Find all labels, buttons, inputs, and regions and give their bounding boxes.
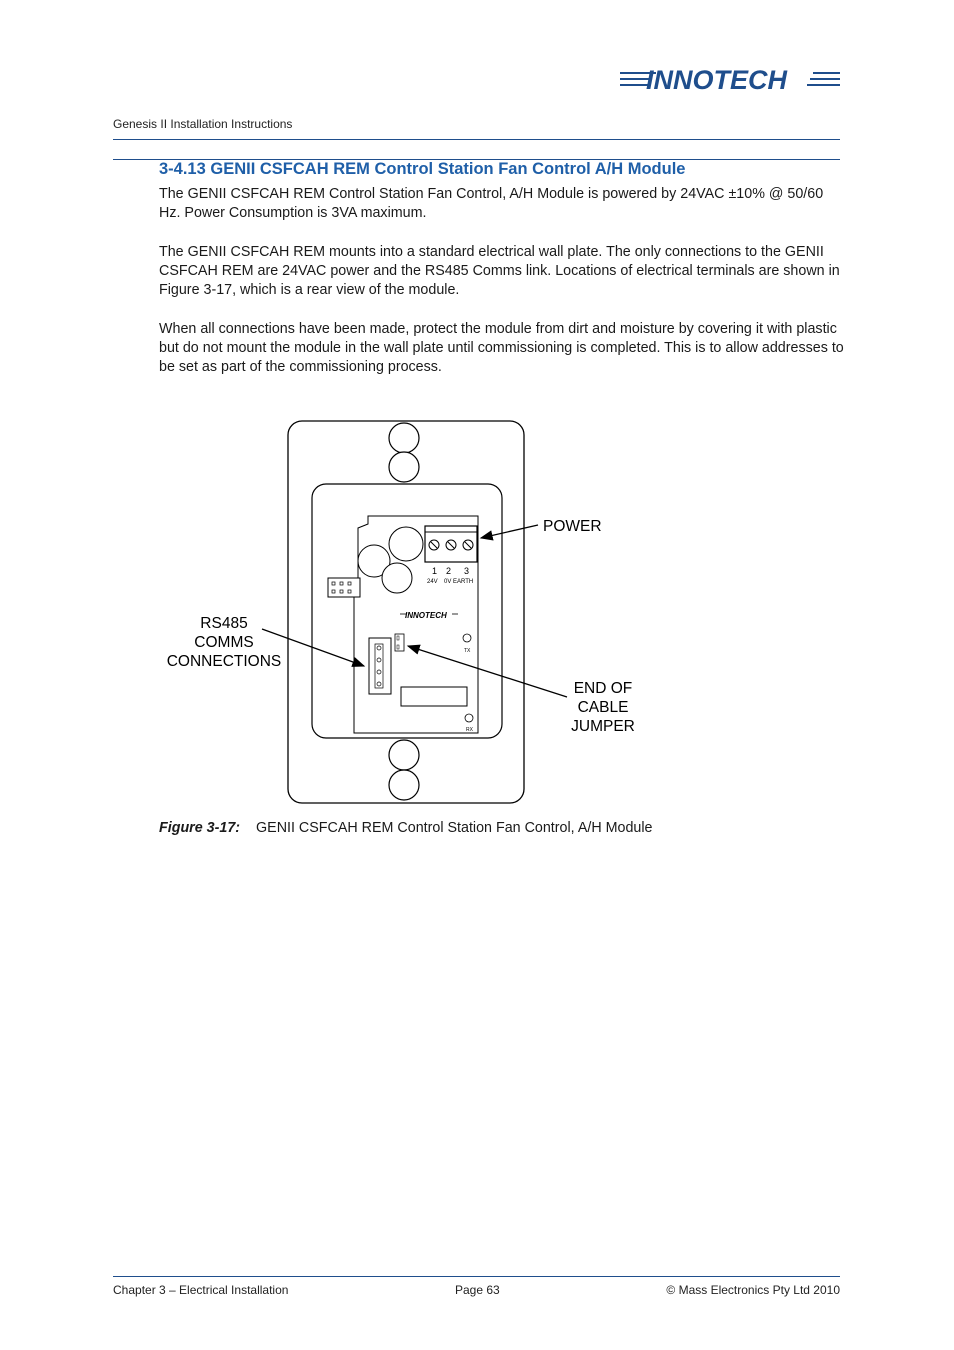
footer-chapter: Chapter 3 – Electrical Installation <box>113 1283 289 1297</box>
caption-label: Figure 3-17: <box>159 820 241 836</box>
footer-rule <box>113 1276 840 1277</box>
paragraph-protection: When all connections have been made, protect the module from dirt and moisture by covering it with plastic but do not mount the module in the wall plate until commissioning is completed. This is to allow addresses to be set as part of the commissioning process. <box>159 321 844 376</box>
rx-led <box>465 714 473 722</box>
section-heading: 3-4.13 GENII CSFCAH REM Control Station Fan Control A/H Module <box>159 160 686 178</box>
caption-text: GENII CSFCAH REM Control Station Fan Control, A/H Module <box>256 820 653 836</box>
module-rear-view-diagram <box>150 410 660 810</box>
terminal-number: 1 <box>432 566 438 576</box>
document-title: Genesis II Installation Instructions <box>113 117 293 131</box>
paragraph-mounting: The GENII CSFCAH REM mounts into a standard electrical wall plate. The only connections to the GENII CSFCAH REM are 24VAC power and the RS485 Comms link. Locations of electrical terminals are shown in Figure 3-17, which is a rear view of the module. <box>159 244 840 299</box>
footer-copyright: © Mass Electronics Pty Ltd 2010 <box>666 1283 840 1297</box>
logo-wordmark: INNOTECH <box>646 65 787 95</box>
footer-page-number: Page 63 <box>455 1283 500 1297</box>
end-of-cable-jumper <box>395 634 404 651</box>
terminal-number: 3 <box>464 566 470 576</box>
terminal-label-24v: 24V <box>427 579 438 585</box>
jumper-label-line2: CABLE <box>577 699 629 716</box>
mounting-hole <box>389 770 419 800</box>
tx-led <box>463 634 471 642</box>
paragraph-power: The GENII CSFCAH REM Control Station Fan Control, A/H Module is powered by 24VAC ±10% @ 50/60 Hz. Power Consumption is 3VA maximum. <box>159 186 824 222</box>
figure-caption <box>159 820 653 836</box>
terminal-label-earth: EARTH <box>453 579 474 585</box>
mounting-hole <box>389 740 419 770</box>
buzzer <box>389 527 423 561</box>
terminal-label-0v: 0V <box>444 579 452 585</box>
header-rule <box>113 139 840 140</box>
programming-header <box>328 578 360 597</box>
address-display <box>401 687 467 706</box>
mounting-hole <box>389 452 419 482</box>
mounting-hole <box>389 423 419 453</box>
innotech-logo <box>618 58 844 100</box>
jumper-label-line3: JUMPER <box>571 718 635 735</box>
board-logo: INNOTECH <box>405 611 447 620</box>
tx-label: TX <box>464 648 471 654</box>
rx-label: RX <box>466 727 473 733</box>
terminal-number: 2 <box>446 566 452 576</box>
rs485-label-line1: RS485 <box>200 615 248 632</box>
jumper-label-line1: END OF <box>573 680 633 697</box>
power-label: POWER <box>543 518 602 535</box>
rs485-label-line3: CONNECTIONS <box>166 653 282 670</box>
capacitor <box>382 563 412 593</box>
rs485-label-line2: COMMS <box>194 634 254 651</box>
